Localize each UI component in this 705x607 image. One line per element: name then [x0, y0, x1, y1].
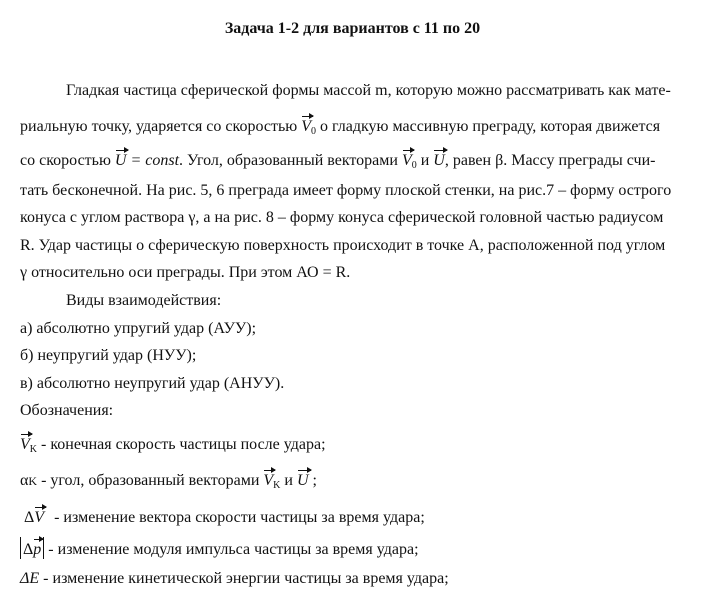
text-fragment: и	[420, 152, 430, 169]
paragraph-line-4: тать бесконечной. На рис. 5, 6 преграда имеет форму плоской стенки, на рис.7 – форму острого	[20, 182, 672, 199]
vector-v0: V	[301, 114, 311, 136]
notation-text: - изменение вектора скорости частицы за время удара;	[54, 509, 425, 526]
delta-symbol: Δ	[24, 509, 35, 526]
paragraph-line-6: R. Удар частицы о сферическую поверхность происходит в точке А, расположенной под углом	[20, 237, 666, 254]
notation-text: - изменение модуля импульса частицы за время удара;	[48, 541, 419, 558]
abs-delta-p: Δp	[20, 537, 44, 559]
alpha-subscript: K	[28, 474, 38, 488]
alpha-symbol: α	[20, 472, 29, 489]
vector-v: V	[34, 505, 44, 527]
paragraph-line-3	[20, 148, 655, 171]
subscript-0: 0	[411, 160, 417, 171]
vector-u: U	[115, 148, 127, 170]
paragraph-line-2	[20, 114, 660, 137]
notation-de	[20, 570, 449, 588]
list-item: а) абсолютно упругий удар (АУУ);	[20, 320, 257, 337]
paragraph-line-5: конуса с углом раствора γ, а на рис. 8 – форму конуса сферической головной частью радиусом	[20, 209, 664, 226]
list-item: б) неупругий удар (НУУ);	[20, 347, 197, 364]
list-item: в) абсолютно неупругий удар (АНУУ).	[20, 375, 285, 392]
vector-v0: V	[402, 148, 412, 170]
paragraph-line-1: Гладкая частица сферической формы массой m, которую можно рассматривать как мате-	[66, 82, 671, 99]
vector-u: U	[297, 468, 309, 490]
interactions-heading: Виды взаимодействия:	[66, 292, 222, 309]
paragraph-line-7: γ относительно оси преграды. При этом АО = R.	[20, 264, 351, 281]
text-fragment: и	[284, 472, 293, 489]
delta-e-symbol: ΔE	[20, 570, 40, 587]
notation-dp	[20, 537, 419, 559]
subscript-k: K	[29, 444, 38, 455]
notation-vk	[20, 432, 326, 455]
vector-u: U	[433, 148, 445, 170]
subscript-0: 0	[311, 126, 316, 137]
text-fragment: о гладкую массивную преграду, которая движется	[320, 118, 661, 135]
vector-vk: V	[263, 468, 273, 490]
equation-const: = const	[130, 152, 180, 169]
notation-alpha	[20, 468, 317, 491]
text-fragment: , равен β. Массу преграды счи-	[444, 152, 656, 169]
text-fragment: со скоростью	[20, 152, 111, 169]
vector-vk: V	[20, 432, 30, 454]
text-fragment: риальную точку, ударяется со скоростью	[20, 118, 298, 135]
page-title: Задача 1-2 для вариантов с 11 по 20	[224, 20, 481, 37]
subscript-k: K	[273, 480, 281, 491]
notation-dv	[20, 505, 425, 527]
notation-text: - конечная скорость частицы после удара;	[41, 436, 326, 453]
text-fragment: . Угол, образованный векторами	[179, 152, 398, 169]
text-fragment: ;	[312, 472, 317, 489]
notation-text: - изменение кинетической энергии частицы за время удара;	[43, 570, 449, 587]
notation-text: - угол, образованный векторами	[41, 472, 260, 489]
notation-heading: Обозначения:	[20, 402, 114, 419]
